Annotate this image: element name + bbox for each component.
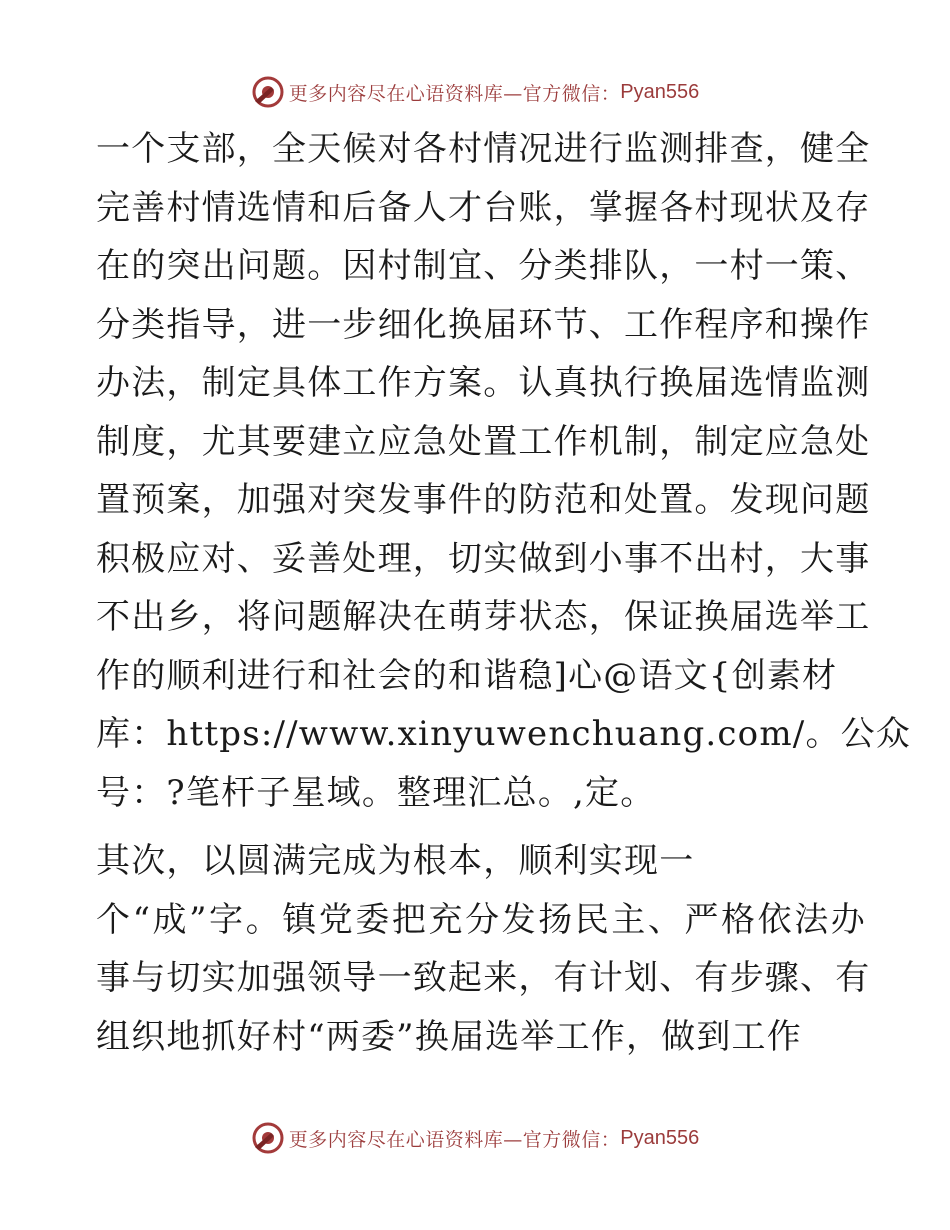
document-body xyxy=(96,120,912,1066)
body-line: 完善村情选情和后备人才台账，掌握各村现状及存 xyxy=(96,187,871,228)
body-line: 作的顺利进行和社会的和谐稳]心@语文{创素材 xyxy=(96,655,838,696)
brand-logo-icon xyxy=(251,75,285,109)
banner-text: 更多内容尽在心语资料库—官方微信： xyxy=(288,82,621,105)
header-banner xyxy=(0,72,950,112)
body-line: 分类指导，进一步细化换届环节、工作程序和操作 xyxy=(96,304,871,345)
body-line: 事与切实加强领导一致起来，有计划、有步骤、有 xyxy=(96,958,871,998)
body-line: 个“成”字。镇党委把充分发扬民主、严格依法办 xyxy=(96,899,866,940)
banner-wechat-id: Pyan556 xyxy=(620,80,700,103)
body-line: 一个支部，全天候对各村情况进行监测排查，健全 xyxy=(96,129,871,169)
brand-logo-icon xyxy=(251,1121,285,1155)
body-line: 在的突出问题。因村制宜、分类排队，一村一策、 xyxy=(96,246,871,286)
body-line: 其次，以圆满完成为根本，顺利实现一 xyxy=(96,841,695,881)
body-line: 库：https://www.xinyuwenchuang.com/。公众 xyxy=(96,714,912,754)
body-line: 积极应对、妥善处理，切实做到小事不出村，大事 xyxy=(96,538,871,579)
banner-wechat-id: Pyan556 xyxy=(620,1126,700,1149)
body-line: 制度，尤其要建立应急处置工作机制，制定应急处 xyxy=(96,421,871,462)
body-line: 组织地抓好村“两委”换届选举工作，做到工作 xyxy=(96,1016,802,1057)
footer-banner xyxy=(0,1118,950,1158)
body-line: 置预案，加强对突发事件的防范和处置。发现问题 xyxy=(96,480,871,520)
body-line: 办法，制定具体工作方案。认真执行换届选情监测 xyxy=(96,363,871,403)
body-line: 号：?笔杆子星域。整理汇总。,定。 xyxy=(96,772,656,813)
body-line: 不出乡，将问题解决在萌芽状态，保证换届选举工 xyxy=(96,597,871,637)
banner-text: 更多内容尽在心语资料库—官方微信： xyxy=(288,1128,621,1151)
